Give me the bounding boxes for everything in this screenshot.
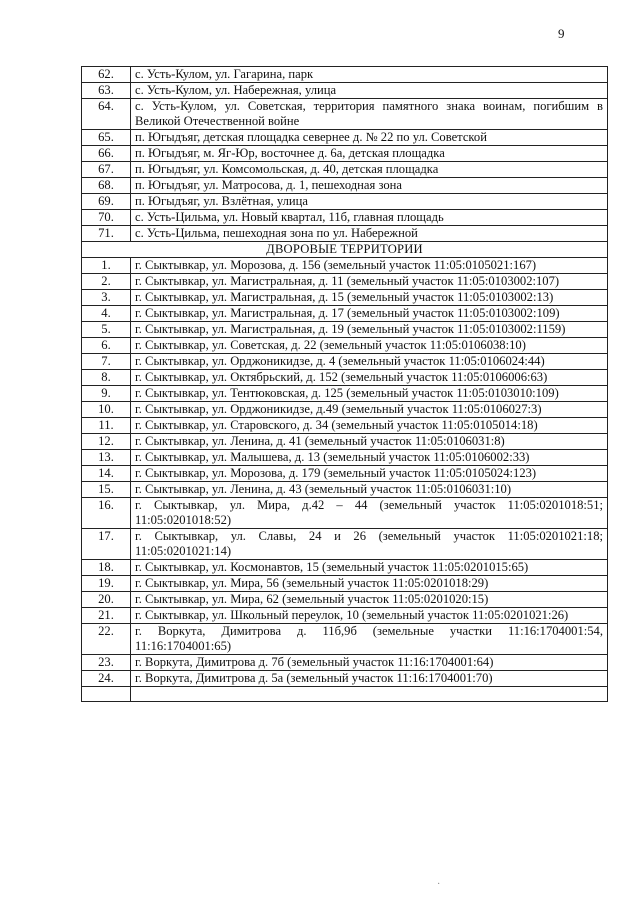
row-text: п. Югыдъяг, ул. Взлётная, улица [131, 194, 608, 210]
row-number: 14. [82, 466, 131, 482]
row-number: 71. [82, 226, 131, 242]
row-number: 16. [82, 498, 131, 529]
row-text: г. Сыктывкар, ул. Магистральная, д. 11 (земельный участок 11:05:0103002:107) [131, 274, 608, 290]
table-row [82, 624, 608, 655]
row-text: г. Сыктывкар, ул. Тентюковская, д. 125 (земельный участок 11:05:0103010:109) [131, 386, 608, 402]
row-number: 21. [82, 608, 131, 624]
table-row [82, 402, 608, 418]
row-number: 13. [82, 450, 131, 466]
row-number: 9. [82, 386, 131, 402]
scan-mark: · [437, 879, 441, 890]
table-row [82, 210, 608, 226]
row-text: г. Сыктывкар, ул. Мира, 56 (земельный участок 11:05:0201018:29) [131, 576, 608, 592]
row-number: 63. [82, 83, 131, 99]
row-text: г. Сыктывкар, ул. Магистральная, д. 19 (земельный участок 11:05:0103002:1159) [131, 322, 608, 338]
table-row [82, 386, 608, 402]
row-number: 18. [82, 560, 131, 576]
table-row [82, 498, 608, 529]
table-row-empty [82, 687, 608, 702]
row-text: с. Усть-Цильма, ул. Новый квартал, 11б, главная площадь [131, 210, 608, 226]
row-number: 4. [82, 306, 131, 322]
row-number: 6. [82, 338, 131, 354]
page-number: 9 [558, 26, 565, 41]
table-row [82, 83, 608, 99]
row-text: г. Сыктывкар, ул. Мира, д.42 – 44 (земельный участок 11:05:0201018:51; 11:05:0201018:52) [131, 498, 608, 529]
table-row [82, 671, 608, 687]
row-number: 15. [82, 482, 131, 498]
row-number: 5. [82, 322, 131, 338]
table-row [82, 482, 608, 498]
row-text: п. Югыдъяг, ул. Комсомольская, д. 40, детская площадка [131, 162, 608, 178]
row-text: с. Усть-Кулом, ул. Набережная, улица [131, 83, 608, 99]
row-number: 22. [82, 624, 131, 655]
row-text: г. Сыктывкар, ул. Малышева, д. 13 (земельный участок 11:05:0106002:33) [131, 450, 608, 466]
row-number: 67. [82, 162, 131, 178]
table-row [82, 146, 608, 162]
row-text: г. Сыктывкар, ул. Октябрьский, д. 152 (земельный участок 11:05:0106006:63) [131, 370, 608, 386]
row-text: с. Усть-Кулом, ул. Советская, территория памятного знака воинам, погибшим в Великой Отечественной войне [131, 99, 608, 130]
section-row [82, 242, 608, 258]
table-row [82, 560, 608, 576]
table-row [82, 178, 608, 194]
row-number: 12. [82, 434, 131, 450]
table-row [82, 274, 608, 290]
row-text: г. Сыктывкар, ул. Магистральная, д. 15 (земельный участок 11:05:0103002:13) [131, 290, 608, 306]
row-text: г. Сыктывкар, ул. Славы, 24 и 26 (земельный участок 11:05:0201021:18; 11:05:0201021:14) [131, 529, 608, 560]
row-number: 23. [82, 655, 131, 671]
row-text: г. Сыктывкар, ул. Советская, д. 22 (земельный участок 11:05:0106038:10) [131, 338, 608, 354]
table-row [82, 592, 608, 608]
row-number: 10. [82, 402, 131, 418]
row-number: 24. [82, 671, 131, 687]
table-row [82, 450, 608, 466]
row-number: 7. [82, 354, 131, 370]
row-number: 8. [82, 370, 131, 386]
table-row [82, 576, 608, 592]
row-text: г. Сыктывкар, ул. Морозова, д. 179 (земельный участок 11:05:0105024:123) [131, 466, 608, 482]
row-number: 70. [82, 210, 131, 226]
row-text: с. Усть-Цильма, пешеходная зона по ул. Набережной [131, 226, 608, 242]
table-row [82, 655, 608, 671]
row-text: п. Югыдъяг, детская площадка севернее д. № 22 по ул. Советской [131, 130, 608, 146]
row-text: г. Сыктывкар, ул. Ленина, д. 43 (земельный участок 11:05:0106031:10) [131, 482, 608, 498]
table-row [82, 67, 608, 83]
row-text [131, 687, 608, 702]
row-number: 65. [82, 130, 131, 146]
row-number: 1. [82, 258, 131, 274]
row-text: г. Воркута, Димитрова д. 11б,9б (земельные участки 11:16:1704001:54, 11:16:1704001:65) [131, 624, 608, 655]
row-text: п. Югыдъяг, м. Яг-Юр, восточнее д. 6а, детская площадка [131, 146, 608, 162]
row-text: г. Сыктывкар, ул. Морозова, д. 156 (земельный участок 11:05:0105021:167) [131, 258, 608, 274]
table-row [82, 338, 608, 354]
row-text: г. Сыктывкар, ул. Орджоникидзе, д.49 (земельный участок 11:05:0106027:3) [131, 402, 608, 418]
table-row [82, 130, 608, 146]
table-row [82, 194, 608, 210]
row-text: г. Воркута, Димитрова д. 7б (земельный участок 11:16:1704001:64) [131, 655, 608, 671]
territories-table [81, 66, 608, 702]
table-row [82, 529, 608, 560]
table-row [82, 162, 608, 178]
row-number: 68. [82, 178, 131, 194]
table-row [82, 290, 608, 306]
table-row [82, 226, 608, 242]
section-title: ДВОРОВЫЕ ТЕРРИТОРИИ [82, 242, 608, 258]
row-text: г. Сыктывкар, ул. Космонавтов, 15 (земельный участок 11:05:0201015:65) [131, 560, 608, 576]
row-text: г. Воркута, Димитрова д. 5а (земельный участок 11:16:1704001:70) [131, 671, 608, 687]
table-row [82, 99, 608, 130]
table-row [82, 370, 608, 386]
row-number [82, 687, 131, 702]
table-row [82, 434, 608, 450]
row-number: 11. [82, 418, 131, 434]
row-number: 62. [82, 67, 131, 83]
row-number: 3. [82, 290, 131, 306]
row-number: 17. [82, 529, 131, 560]
row-text: г. Сыктывкар, ул. Ленина, д. 41 (земельный участок 11:05:0106031:8) [131, 434, 608, 450]
row-number: 19. [82, 576, 131, 592]
row-number: 64. [82, 99, 131, 130]
row-text: г. Сыктывкар, ул. Старовского, д. 34 (земельный участок 11:05:0105014:18) [131, 418, 608, 434]
table-row [82, 354, 608, 370]
table-row [82, 418, 608, 434]
row-number: 20. [82, 592, 131, 608]
table-row [82, 306, 608, 322]
table-row [82, 322, 608, 338]
row-text: п. Югыдъяг, ул. Матросова, д. 1, пешеходная зона [131, 178, 608, 194]
row-number: 2. [82, 274, 131, 290]
row-text: г. Сыктывкар, ул. Магистральная, д. 17 (земельный участок 11:05:0103002:109) [131, 306, 608, 322]
row-text: с. Усть-Кулом, ул. Гагарина, парк [131, 67, 608, 83]
row-text: г. Сыктывкар, ул. Орджоникидзе, д. 4 (земельный участок 11:05:0106024:44) [131, 354, 608, 370]
row-number: 66. [82, 146, 131, 162]
row-text: г. Сыктывкар, ул. Школьный переулок, 10 (земельный участок 11:05:0201021:26) [131, 608, 608, 624]
row-text: г. Сыктывкар, ул. Мира, 62 (земельный участок 11:05:0201020:15) [131, 592, 608, 608]
row-number: 69. [82, 194, 131, 210]
table-row [82, 258, 608, 274]
table-row [82, 466, 608, 482]
table-row [82, 608, 608, 624]
